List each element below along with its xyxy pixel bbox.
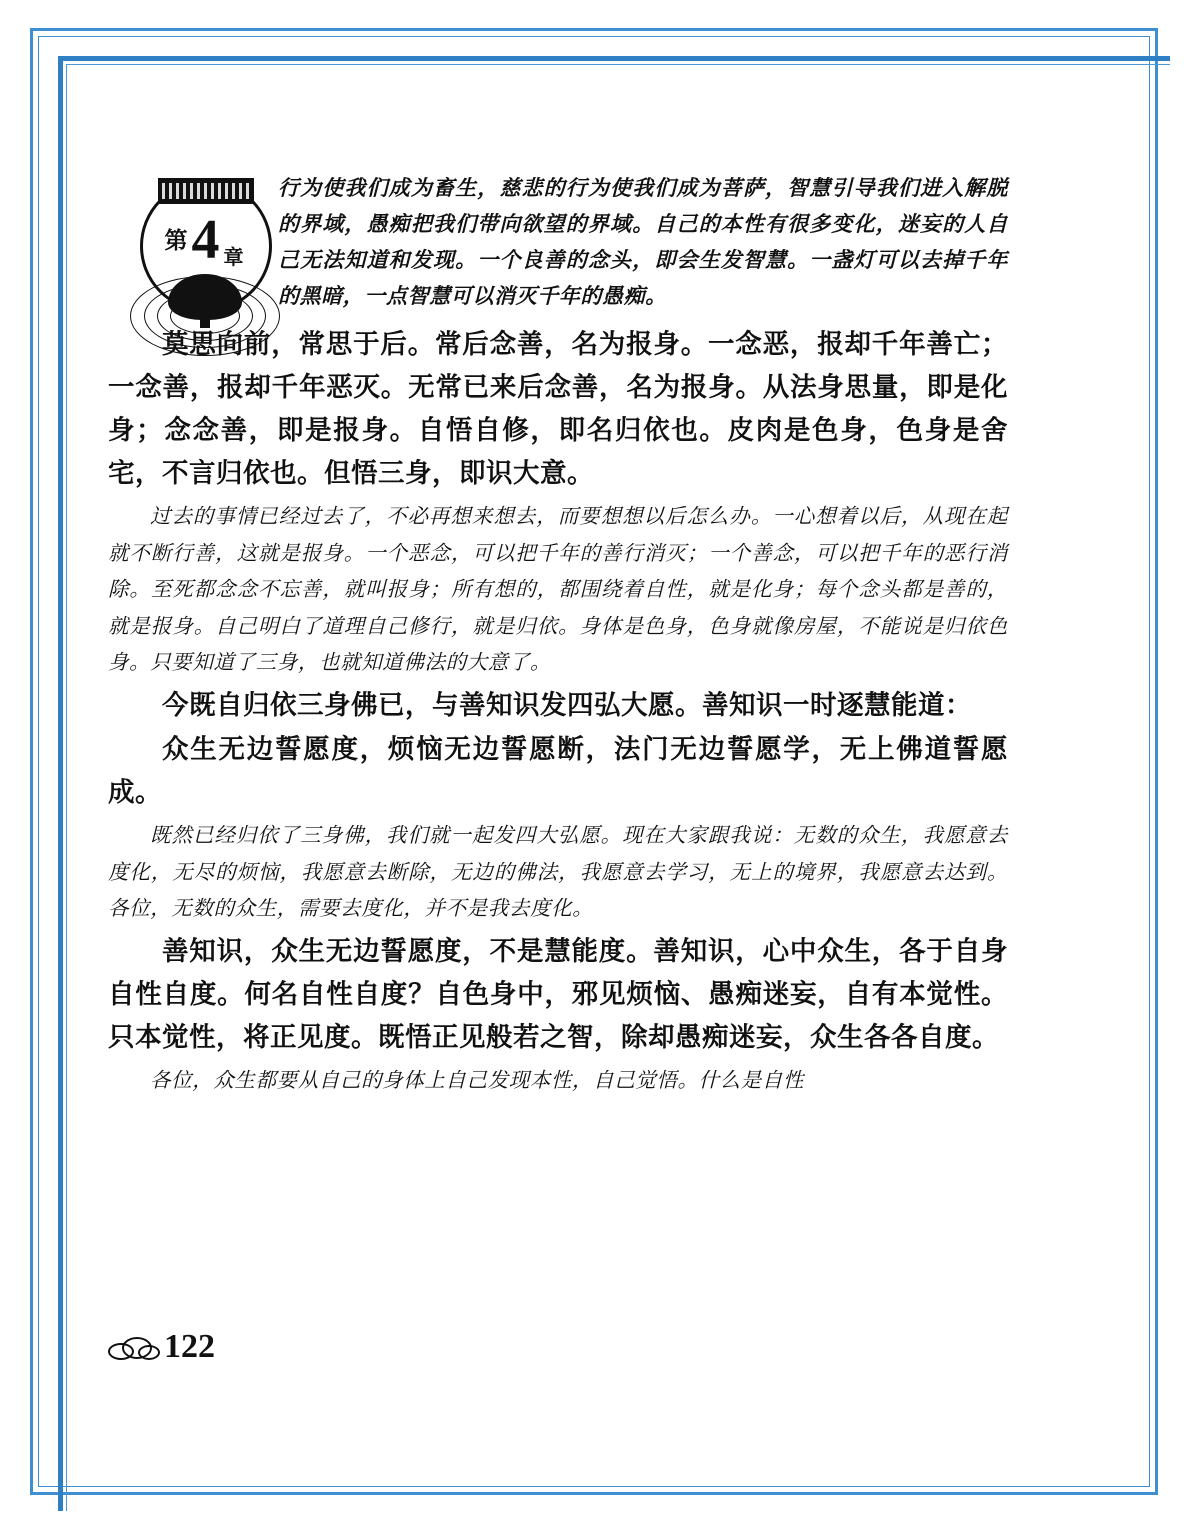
chapter-suffix-label: 章 bbox=[223, 245, 244, 269]
page-number-label: 122 bbox=[164, 1328, 215, 1365]
chapter-number-label: 4 bbox=[191, 209, 220, 271]
scripture-paragraph: 今既自归依三身佛已，与善知识发四弘大愿。善知识一时逐慧能道： bbox=[162, 689, 972, 721]
chapter-emblem bbox=[130, 178, 280, 363]
scripture-paragraph: 莫思向前，常思于后。常后念善，名为报身。一念恶，报却千年善亡；一念善，报却千年恶灭。无常已来后念善，名为报身。从法身思量，即是化身；念念善，即是报身。自悟自修，即名归依也。皮肉是色身，色身是舍宅，不言归依也。但悟三身，即识大意。 bbox=[108, 329, 1008, 490]
page-number bbox=[108, 1328, 215, 1365]
ripple-decoration bbox=[130, 270, 280, 362]
chapter-prefix-label: 第 bbox=[164, 228, 188, 254]
chapter-emblem-band bbox=[158, 178, 254, 204]
tree-trunk-icon bbox=[200, 310, 210, 328]
commentary-paragraph: 既然已经归依了三身佛，我们就一起发四大弘愿。现在大家跟我说：无数的众生，我愿意去度化，无尽的烦恼，我愿意去断除，无边的佛法，我愿意去学习，无上的境界，我愿意去达到。各位，无数的众生，需要去度化，并不是我去度化。 bbox=[108, 823, 1008, 921]
chapter-emblem-text bbox=[142, 209, 266, 271]
commentary-paragraph: 过去的事情已经过去了，不必再想来想去，而要想想以后怎么办。一心想着以后，从现在起就不断行善，这就是报身。一个恶念，可以把千年的善行消灭；一个善念，可以把千年的恶行消除。至死都念念不忘善，就叫报身；所有想的，都围绕着自性，就是化身；每个念头都是善的，就是报身。自己明白了道理自己修行，就是归依。身体是色身，色身就像房屋，不能说是归依色身。只要知道了三身，也就知道佛法的大意了。 bbox=[108, 504, 1008, 675]
scripture-paragraph: 众生无边誓愿度，烦恼无边誓愿断，法门无边誓愿学，无上佛道誓愿成。 bbox=[108, 734, 1008, 809]
scripture-paragraph: 善知识，众生无边誓愿度，不是慧能度。善知识，心中众生，各于自身自性自度。何名自性自度？自色身中，邪见烦恼、愚痴迷妄，自有本觉性。只本觉性，将正见度。既悟正见般若之智，除却愚痴迷妄，众生各各自度。 bbox=[108, 935, 1008, 1053]
folio-swirl-icon bbox=[108, 1333, 162, 1363]
chapter-lead-paragraph: 行为使我们成为畜生，慈悲的行为使我们成为菩萨，智慧引导我们进入解脱的界域，愚痴把我们带向欲望的界域。自己的本性有很多变化，迷妄的人自己无法知道和发现。一个良善的念头，即会生发智慧。一盏灯可以去掉千年的黑暗，一点智慧可以消灭千年的愚痴。 bbox=[278, 175, 1008, 309]
commentary-paragraph: 各位，众生都要从自己的身体上自己发现本性，自己觉悟。什么是自性 bbox=[150, 1067, 805, 1092]
page-content bbox=[108, 170, 1008, 1102]
